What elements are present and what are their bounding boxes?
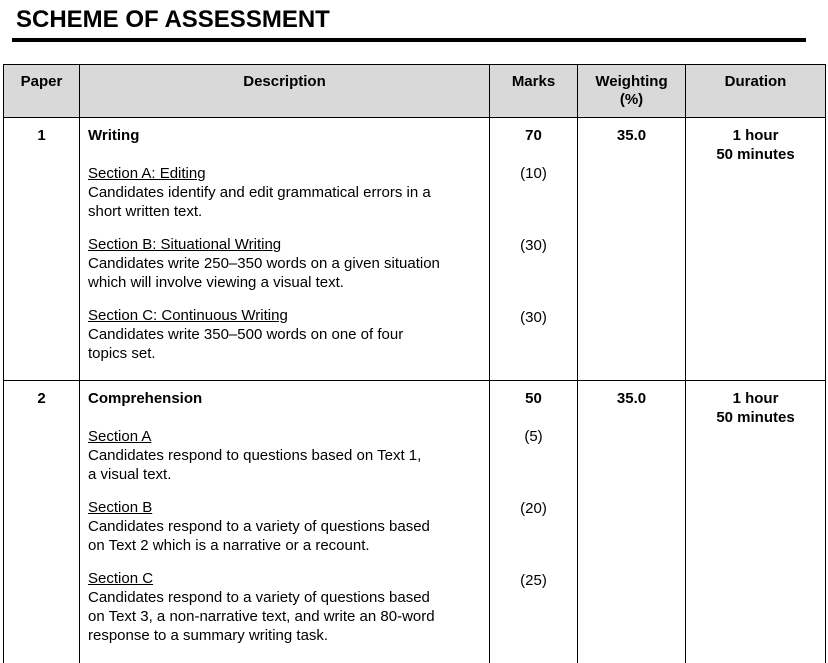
paper-number: 1 bbox=[4, 118, 80, 381]
section-block bbox=[88, 427, 485, 484]
title-underline bbox=[12, 38, 806, 42]
section-name: Section C: Continuous Writing bbox=[88, 306, 485, 325]
section-marks: (10) bbox=[490, 164, 577, 183]
paper-duration bbox=[686, 381, 826, 663]
table-row bbox=[4, 118, 826, 381]
marks-total: 70 bbox=[490, 126, 577, 145]
section-text: Candidates identify and edit grammatical errors in a bbox=[88, 183, 485, 202]
paper-weighting: 35.0 bbox=[578, 381, 686, 663]
section-text: response to a summary writing task. bbox=[88, 626, 485, 645]
section-text: on Text 3, a non-narrative text, and write an 80-word bbox=[88, 607, 485, 626]
table-row bbox=[4, 381, 826, 663]
section-block bbox=[88, 498, 485, 555]
section-block bbox=[88, 164, 485, 221]
header-weighting bbox=[578, 65, 686, 118]
section-text: Candidates write 250–350 words on a given situation bbox=[88, 254, 485, 273]
section-name: Section A bbox=[88, 427, 485, 446]
header-paper: Paper bbox=[4, 65, 80, 118]
section-text: Candidates respond to a variety of questions based bbox=[88, 517, 485, 536]
paper-duration bbox=[686, 118, 826, 381]
paper-description bbox=[80, 118, 490, 381]
paper-description bbox=[80, 381, 490, 663]
header-weighting-label: Weighting bbox=[582, 73, 681, 91]
section-text: Candidates write 350–500 words on one of four bbox=[88, 325, 485, 344]
section-text: short written text. bbox=[88, 202, 485, 221]
section-name: Section B: Situational Writing bbox=[88, 235, 485, 254]
section-marks: (20) bbox=[490, 499, 577, 518]
section-block bbox=[88, 306, 485, 363]
header-description: Description bbox=[80, 65, 490, 118]
header-marks: Marks bbox=[490, 65, 578, 118]
section-text: on Text 2 which is a narrative or a recount. bbox=[88, 536, 485, 555]
assessment-table bbox=[3, 64, 826, 663]
paper-heading: Writing bbox=[88, 126, 485, 145]
header-weighting-unit: (%) bbox=[582, 91, 681, 109]
section-text: which will involve viewing a visual text. bbox=[88, 273, 485, 292]
table-header-row bbox=[4, 65, 826, 118]
section-name: Section B bbox=[88, 498, 485, 517]
section-name: Section A: Editing bbox=[88, 164, 485, 183]
duration-minutes: 50 minutes bbox=[686, 145, 825, 164]
paper-weighting: 35.0 bbox=[578, 118, 686, 381]
page-title: SCHEME OF ASSESSMENT bbox=[16, 6, 330, 34]
section-text: topics set. bbox=[88, 344, 485, 363]
marks-total: 50 bbox=[490, 389, 577, 408]
section-name: Section C bbox=[88, 569, 485, 588]
duration-hours: 1 hour bbox=[686, 389, 825, 408]
duration-hours: 1 hour bbox=[686, 126, 825, 145]
section-marks: (30) bbox=[490, 236, 577, 255]
section-marks: (25) bbox=[490, 571, 577, 590]
section-block bbox=[88, 235, 485, 292]
paper-marks bbox=[490, 381, 578, 663]
section-marks: (5) bbox=[490, 427, 577, 446]
section-marks: (30) bbox=[490, 308, 577, 327]
section-text: Candidates respond to a variety of questions based bbox=[88, 588, 485, 607]
paper-number: 2 bbox=[4, 381, 80, 663]
section-block bbox=[88, 569, 485, 645]
duration-minutes: 50 minutes bbox=[686, 408, 825, 427]
section-text: a visual text. bbox=[88, 465, 485, 484]
section-text: Candidates respond to questions based on Text 1, bbox=[88, 446, 485, 465]
paper-marks bbox=[490, 118, 578, 381]
paper-heading: Comprehension bbox=[88, 389, 485, 408]
header-duration: Duration bbox=[686, 65, 826, 118]
